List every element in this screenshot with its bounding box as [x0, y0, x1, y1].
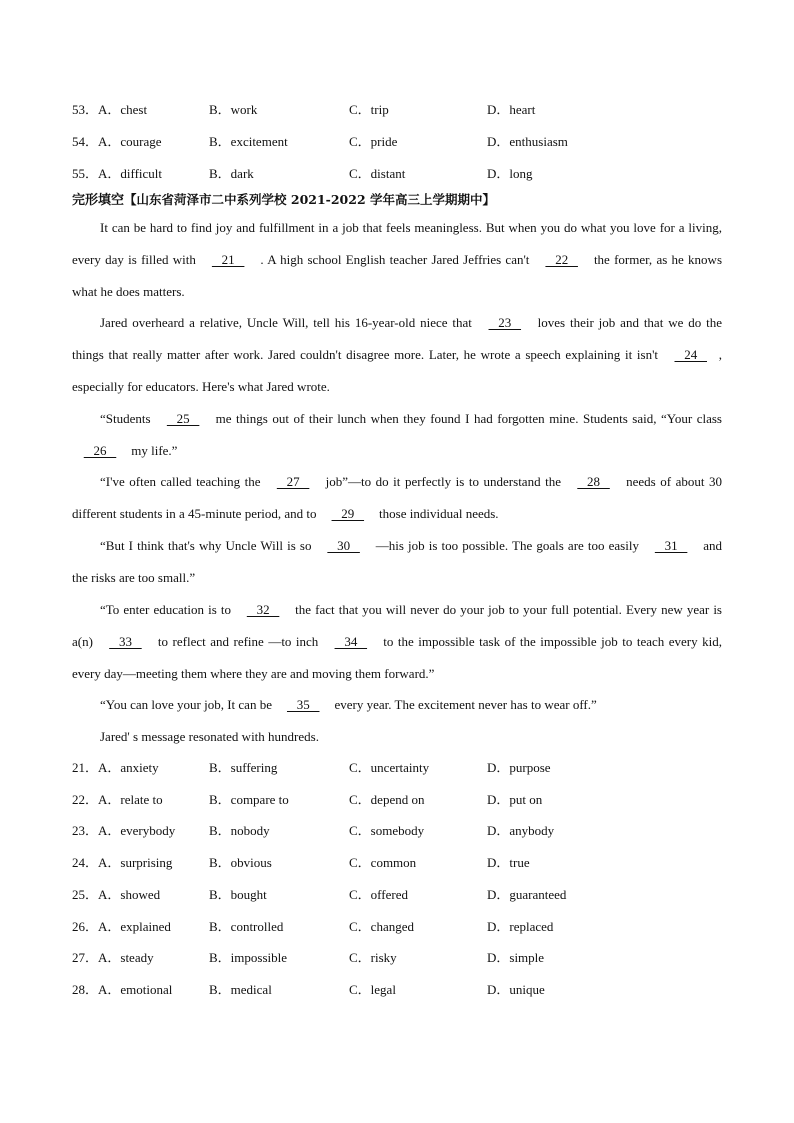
question-number: 27． — [72, 950, 99, 965]
passage-text: “You can love your job, It can be — [100, 697, 276, 712]
option-a: A．chest — [98, 102, 148, 117]
question-number: 24． — [72, 855, 99, 870]
passage-text: to the impossible task of the impossible job to teach every kid, every day—meeting them where they are and moving them forward.” — [72, 634, 722, 681]
option-c: C．offered — [349, 887, 408, 902]
option-row-54 — [72, 132, 722, 152]
blank-27: 27 — [276, 474, 310, 489]
option-b: B．dark — [209, 166, 254, 181]
blank-24: 24 — [674, 347, 707, 362]
option-b: B．compare to — [209, 792, 289, 807]
option-c: C．pride — [349, 134, 398, 149]
option-c: C．changed — [349, 919, 414, 934]
passage-text: “I've often called teaching the — [100, 474, 266, 489]
blank-28: 28 — [577, 474, 610, 489]
option-d: D．enthusiasm — [487, 134, 568, 149]
passage-paragraph-7 — [72, 689, 722, 721]
passage-text: It can be hard to find joy and fulfillment in a job that feels meaningless. But when you do what you love for a living, every day is filled with — [72, 220, 722, 267]
option-c: C．uncertainty — [349, 760, 430, 775]
option-row-21 — [72, 758, 722, 778]
option-a: A．everybody — [98, 823, 176, 838]
blank-33: 33 — [109, 634, 142, 649]
passage-paragraph-5 — [72, 530, 722, 594]
passage-text: my life.” — [128, 443, 178, 458]
question-number: 21． — [72, 760, 99, 775]
option-c: C．distant — [349, 166, 406, 181]
passage-text: job”—to do it perfectly is to understand the — [321, 474, 566, 489]
option-row-28 — [72, 980, 722, 1000]
question-number: 55． — [72, 166, 99, 181]
option-b: B．medical — [209, 982, 272, 997]
blank-23: 23 — [488, 315, 522, 330]
option-a: A．showed — [98, 887, 161, 902]
blank-34: 34 — [334, 634, 368, 649]
question-number: 22． — [72, 792, 99, 807]
passage-text: . A high school English teacher Jared Jeffries can't — [256, 252, 534, 267]
option-b: B．controlled — [209, 919, 284, 934]
passage-paragraph-4 — [72, 466, 722, 530]
option-d: D．heart — [487, 102, 536, 117]
option-row-27 — [72, 948, 722, 968]
option-row-53 — [72, 100, 722, 120]
passage-text: every year. The excitement never has to wear off.” — [331, 697, 597, 712]
option-b: B．excitement — [209, 134, 288, 149]
question-number: 54． — [72, 134, 99, 149]
blank-26: 26 — [83, 443, 117, 458]
option-a: A．explained — [98, 919, 171, 934]
section-source: 【山东省菏泽市二中系列学校 2021-2022 学年高三上学期期中】 — [124, 192, 495, 207]
passage-paragraph-2 — [72, 307, 722, 403]
passage-text: and the risks are too small.” — [72, 538, 722, 585]
option-b: B．obvious — [209, 855, 272, 870]
question-number: 26． — [72, 919, 99, 934]
option-c: C．common — [349, 855, 417, 870]
blank-22: 22 — [545, 252, 578, 267]
option-d: D．put on — [487, 792, 543, 807]
option-c: C．risky — [349, 950, 397, 965]
passage-text: those individual needs. — [375, 506, 499, 521]
option-d: D．purpose — [487, 760, 551, 775]
option-a: A．courage — [98, 134, 162, 149]
passage-text: to reflect and refine —to inch — [153, 634, 323, 649]
option-c: C．legal — [349, 982, 396, 997]
blank-31: 31 — [654, 538, 688, 553]
option-d: D．long — [487, 166, 533, 181]
question-number: 23． — [72, 823, 99, 838]
passage-text: me things out of their lunch when they found I had forgotten mine. Students said, “Your class — [211, 411, 722, 426]
option-b: B．impossible — [209, 950, 288, 965]
option-d: D．guaranteed — [487, 887, 567, 902]
option-b: B．suffering — [209, 760, 278, 775]
blank-32: 32 — [246, 602, 280, 617]
option-b: B．work — [209, 102, 258, 117]
blank-29: 29 — [331, 506, 365, 521]
option-row-24 — [72, 853, 722, 873]
passage-paragraph-8: Jared' s message resonated with hundreds. — [100, 729, 319, 744]
passage-text: the former, as he knows what he does matters. — [72, 252, 723, 299]
blank-35: 35 — [286, 697, 320, 712]
option-row-23 — [72, 821, 722, 841]
option-c: C．depend on — [349, 792, 425, 807]
option-a: A．difficult — [98, 166, 163, 181]
passage-text: Jared overheard a relative, Uncle Will, tell his 16-year-old niece that — [100, 315, 477, 330]
section-label: 完形填空 — [72, 193, 125, 208]
question-number: 25． — [72, 887, 99, 902]
option-d: D．true — [487, 855, 530, 870]
passage-text: “But I think that's why Uncle Will is so — [100, 538, 316, 553]
option-d: D．replaced — [487, 919, 554, 934]
passage-paragraph-1 — [72, 212, 722, 308]
passage-text: —his job is too possible. The goals are too easily — [371, 538, 644, 553]
option-d: D．unique — [487, 982, 545, 997]
option-row-22 — [72, 790, 722, 810]
option-b: B．bought — [209, 887, 267, 902]
blank-30: 30 — [327, 538, 360, 553]
passage-text: the fact that you will never do your job to your full potential. Every new year is a(n) — [72, 602, 722, 649]
passage-text: needs of about 30 different students in a 45-minute period, and to — [72, 474, 723, 521]
passage-paragraph-3 — [72, 403, 722, 467]
option-a: A．steady — [98, 950, 154, 965]
option-a: A．surprising — [98, 855, 173, 870]
passage-text: , especially for educators. Here's what Jared wrote. — [72, 347, 722, 394]
option-a: A．anxiety — [98, 760, 159, 775]
blank-25: 25 — [166, 411, 200, 426]
passage-paragraph-6 — [72, 594, 722, 690]
option-c: C．trip — [349, 102, 389, 117]
question-number: 53． — [72, 102, 99, 117]
question-number: 28． — [72, 982, 99, 997]
option-d: D．anybody — [487, 823, 555, 838]
option-b: B．nobody — [209, 823, 270, 838]
passage-text: “Students — [100, 411, 156, 426]
blank-21: 21 — [211, 252, 245, 267]
passage-text: “To enter education is to — [100, 602, 236, 617]
option-row-26 — [72, 917, 722, 937]
option-d: D．simple — [487, 950, 545, 965]
option-row-25 — [72, 885, 722, 905]
passage-text: loves their job and that we do the things that really matter after work. Jared couldn't disagree more. Later, he wrote a speech explaining it isn't — [72, 315, 722, 362]
section-heading — [72, 190, 722, 210]
option-a: A．emotional — [98, 982, 173, 997]
option-row-55 — [72, 164, 722, 184]
option-a: A．relate to — [98, 792, 163, 807]
option-c: C．somebody — [349, 823, 425, 838]
